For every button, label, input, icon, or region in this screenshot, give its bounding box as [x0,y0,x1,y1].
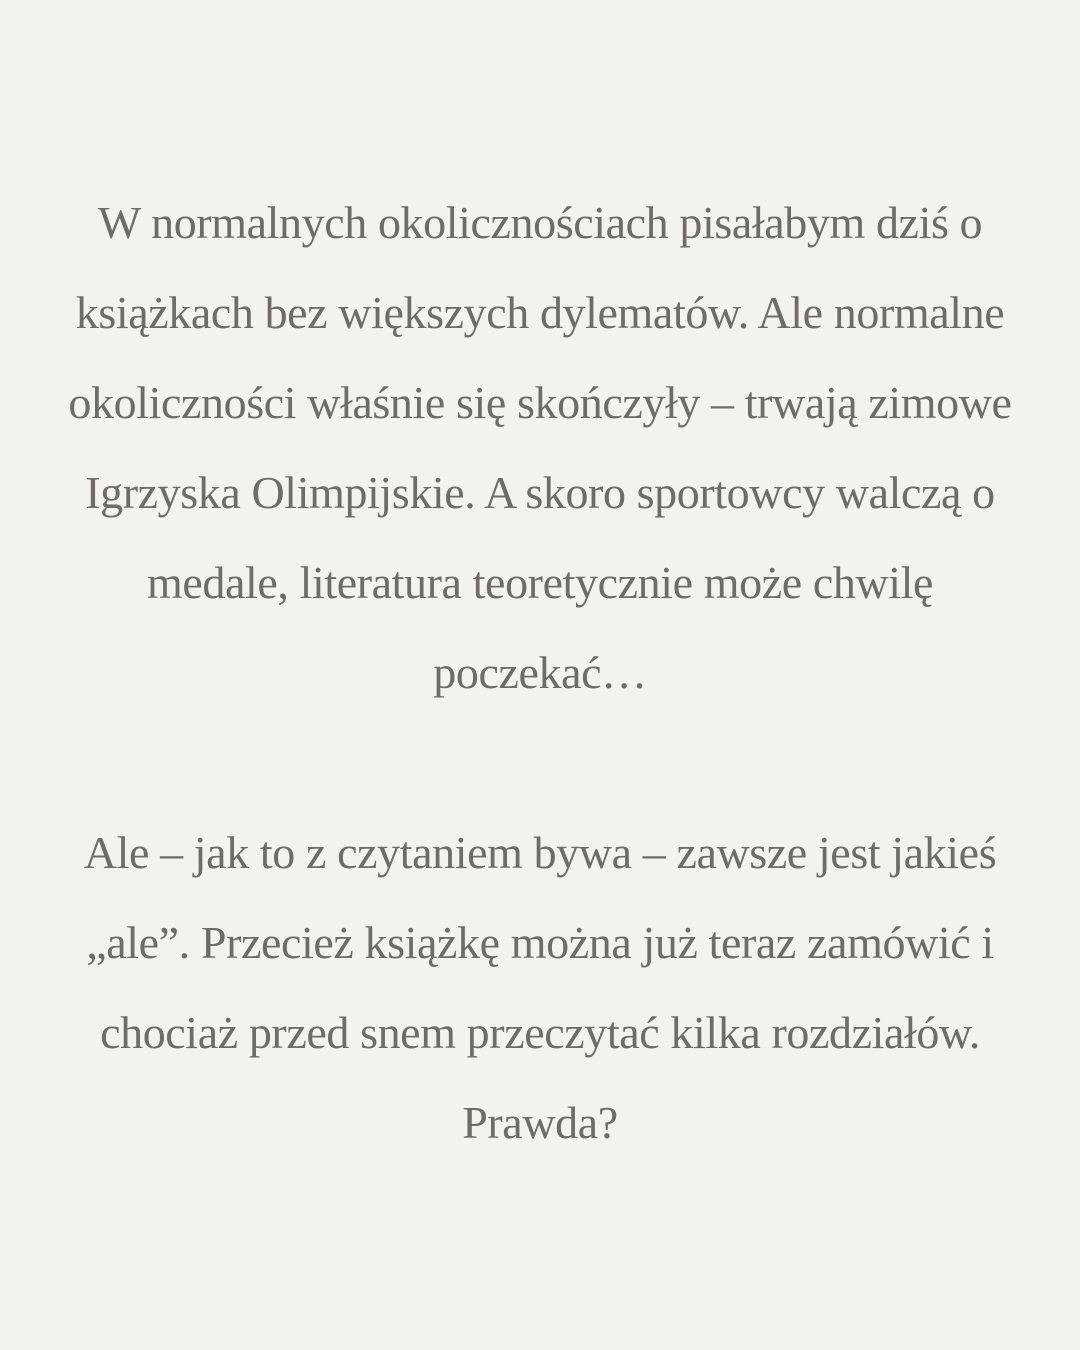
text-line: Prawda? [462,1097,618,1148]
text-line: W normalnych okolicznościach pisałabym dziś o [97,197,983,248]
text-line: „ale”. Przecież książkę można już teraz zamówić i [86,917,994,968]
text-line: książkach bez większych dylematów. Ale normalne [75,287,1005,338]
text-line: medale, literatura teoretycznie może chwilę [146,557,934,608]
text-line: Igrzyska Olimpijskie. A skoro sportowcy walczą o [85,467,995,518]
text-line: okoliczności właśnie się skończyły – trwają zimowe [68,377,1012,428]
text-line: Ale – jak to z czytaniem bywa – zawsze jest jakieś [83,827,997,878]
paragraph-olympics-intro [0,178,1080,718]
text-line: poczekać… [433,647,647,698]
text-line: chociaż przed snem przeczytać kilka rozdziałów. [100,1007,980,1058]
paragraph-reading-but [0,808,1080,1168]
